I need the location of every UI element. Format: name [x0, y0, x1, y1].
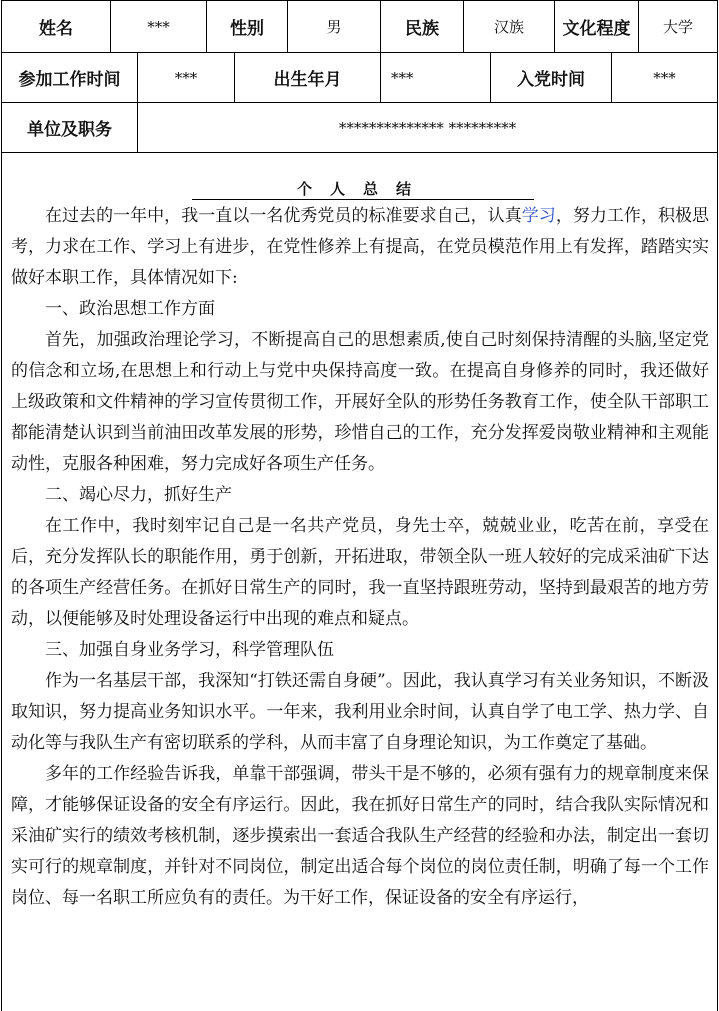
- gender-value: 男: [288, 1, 381, 52]
- summary-paragraph: 作为一名基层干部，我深知“打铁还需自身硬”。因此，我认真学习有关业务知识，不断汲取知识，努力提高业务知识水平。一年来，我利用业余时间，认真自学了电工学、热力学、自动化等与我队生产有密切联系的学科，从而丰富了自身理论知识，为工作奠定了基础。: [11, 671, 709, 753]
- summary-text-run: ，努力工作，积极思考，力求在工作、学习上有进步，在党性修养上有提高，在党员模范作用上有发挥，踏踏实实做好本职工作，具体情况如下:: [11, 206, 710, 288]
- section-heading-production: 二、竭心尽力，抓好生产: [45, 485, 232, 505]
- gender-label: 性别: [207, 1, 288, 52]
- info-row-unit: [2, 103, 717, 153]
- party-join-value: ***: [653, 68, 676, 87]
- ethnicity-value: 汉族: [464, 1, 555, 52]
- unit-value: ************** *********: [338, 118, 517, 137]
- birth-label: 出生年月: [235, 53, 381, 102]
- personal-summary-form: [1, 0, 718, 1011]
- summary-text-run: 在过去的一年中，我一直以一名优秀党员的标准要求自己，认真: [45, 206, 522, 226]
- name-label: 姓名: [2, 1, 111, 52]
- study-link[interactable]: 学习: [521, 206, 556, 226]
- info-row-basic: [2, 1, 717, 53]
- summary-paragraph: [11, 201, 709, 294]
- unit-label: 单位及职务: [2, 103, 138, 152]
- education-value: 大学: [662, 18, 693, 36]
- summary-paragraph: 首先，加强政治理论学习，不断提高自己的思想素质,使自己时刻保持清醒的头脑,坚定党的信念和立场,在思想上和行动上与党中央保持高度一致。在提高自身修养的同时，我还做好上级政策和文件精神的学习宣传贯彻工作，开展好全队的形势任务教育工作，使全队干部职工都能清楚认识到当前油田改革发展的形势，珍惜自己的工作，充分发挥爱岗敬业精神和主观能动性，克服各种困难，努力完成好各项生产任务。: [11, 330, 709, 474]
- work-start-label: 参加工作时间: [2, 53, 138, 102]
- summary-paragraph: 多年的工作经验告诉我，单靠干部强调，带头干是不够的，必须有强有力的规章制度来保障，才能够保证设备的安全有序运行。因此，我在抓好日常生产的同时，结合我队实际情况和采油矿实行的绩效考核机制，逐步摸索出一套适合我队生产经营的经验和办法，制定出一套切实可行的规章制度，并针对不同岗位，制定出适合每个岗位的岗位责任制，明确了每一个工作岗位、每一名职工所应负有的责任。为干好工作，保证设备的安全有序运行，: [11, 764, 709, 908]
- education-label: 文化程度: [555, 1, 639, 52]
- ethnicity-label: 民族: [381, 1, 464, 52]
- name-value: ***: [111, 1, 207, 52]
- birth-value: ***: [381, 53, 491, 102]
- section-heading-management: 三、加强自身业务学习，科学管理队伍: [45, 640, 334, 660]
- summary-paragraph: 在工作中，我时刻牢记自己是一名共产党员，身先士卒，兢兢业业，吃苦在前，享受在后，充分发挥队长的职能作用，勇于创新，开拓进取，带领全队一班人较好的完成采油矿下达的各项生产经营任务。在抓好日常生产的同时，我一直坚持跟班劳动，坚持到最艰苦的地方劳动，以便能够及时处理设备运行中出现的难点和疑点。: [11, 516, 709, 629]
- party-join-label: 入党时间: [491, 53, 612, 102]
- section-heading-politics: 一、政治思想工作方面: [45, 299, 215, 319]
- summary-section: [2, 153, 717, 1011]
- summary-title: 个人总结: [192, 179, 534, 200]
- work-start-value: ***: [138, 53, 235, 102]
- info-row-dates: [2, 53, 717, 103]
- summary-text: [11, 201, 709, 914]
